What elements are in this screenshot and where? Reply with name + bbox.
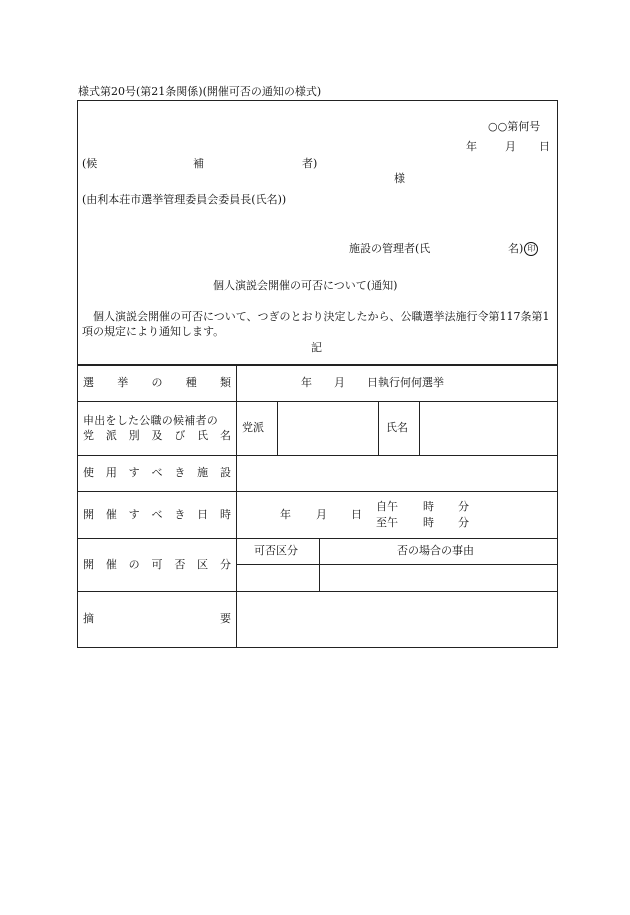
candidate-open: (候 <box>82 157 98 170</box>
date-month: 月 <box>505 140 516 153</box>
name-label: 氏名 <box>386 421 408 434</box>
label-divider <box>236 364 237 647</box>
party-label: 党派 <box>242 421 264 434</box>
table-border <box>77 364 558 648</box>
row-candidate-label-line2: 党 派 別 及 び 氏 名 <box>83 429 231 442</box>
candidate-close: 者) <box>302 157 318 170</box>
time-from: 自午 <box>376 500 398 513</box>
seal-icon: 印 <box>524 242 538 256</box>
manager-name-end: 名) 印 <box>508 242 538 256</box>
election-type-value: 年 月 日執行何何選挙 <box>301 376 444 389</box>
decision-col2-header: 否の場合の事由 <box>397 544 474 557</box>
time-to: 至午 <box>376 516 398 529</box>
row-summary-label: 摘 要 <box>83 612 231 625</box>
row-candidate-label-line1: 申出をした公職の候補者の <box>83 414 218 427</box>
row-datetime-label: 開 催 す べ き 日 時 <box>83 508 231 521</box>
subject-line: 個人演説会開催の可否について(通知) <box>213 279 398 292</box>
row-election-type-label: 選 挙 の 種 類 <box>83 376 231 389</box>
body-paragraph: 個人演説会開催の可否について、つぎのとおり決定したから、公職選挙法施行令第117条第1項の規定により通知します。 <box>82 310 550 338</box>
ki-label: 記 <box>311 341 322 354</box>
candidate-ho: 補 <box>193 157 204 170</box>
date-day: 日 <box>539 140 550 153</box>
decision-col1-header: 可否区分 <box>254 544 298 557</box>
sender-line: (由利本荘市選挙管理委員会委員長(氏名)) <box>82 193 287 206</box>
manager-label: 施設の管理者(氏 <box>349 242 431 255</box>
form-title: 様式第20号(第21条関係)(開催可否の通知の様式) <box>78 85 322 98</box>
date-year: 年 <box>466 140 477 153</box>
honorific-sama: 様 <box>394 172 405 185</box>
row-decision-label: 開 催 の 可 否 区 分 <box>83 558 231 571</box>
document-number: ○○第何号 <box>488 120 541 133</box>
row-facility-label: 使 用 す べ き 施 設 <box>83 466 231 479</box>
